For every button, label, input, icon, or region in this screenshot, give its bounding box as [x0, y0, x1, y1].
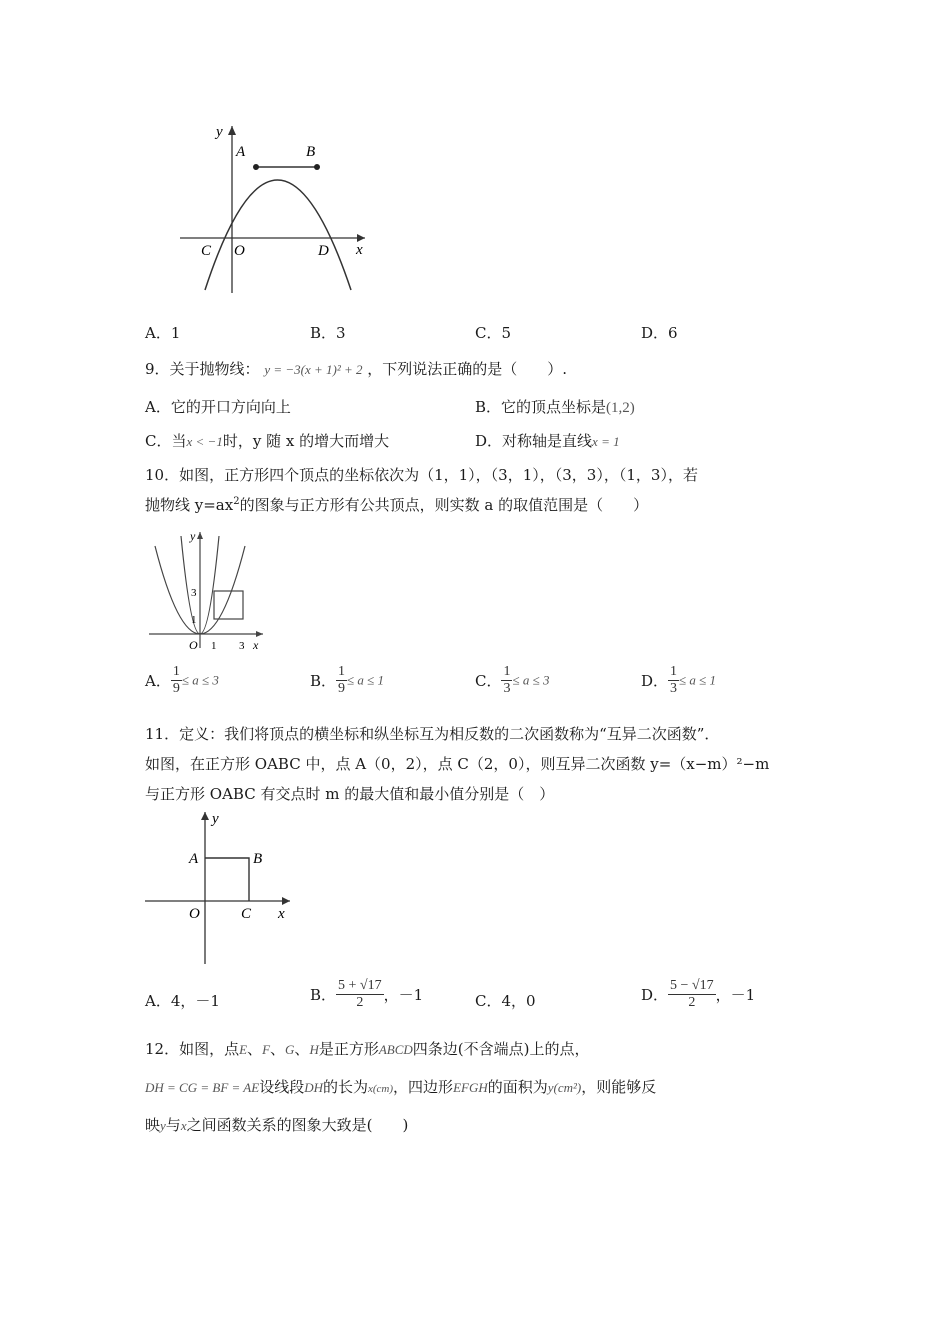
q12-l2-dh: DH: [304, 1080, 323, 1095]
q8-label-c: C: [201, 243, 212, 259]
q8-point-b: [314, 164, 320, 170]
q12-l1-sep2: 、: [270, 1040, 286, 1058]
q12-l1-sep1: 、: [247, 1040, 263, 1058]
q12-l1-a: 12．如图，点: [145, 1040, 240, 1058]
q9-option-c[interactable]: [145, 430, 389, 451]
q12-l2-eq: DH = CG = BF = AE: [145, 1080, 260, 1095]
q9-option-b-math: (1,2): [606, 400, 635, 416]
q9-option-c-math: x < −1: [186, 434, 223, 449]
q10-option-a-label: A．: [145, 672, 171, 691]
q10-option-d-fraction: [668, 664, 679, 697]
q10-line2-sup: 2: [233, 496, 240, 507]
q8-option-c-label: C．: [475, 324, 502, 342]
q11-option-d-den: 2: [668, 994, 716, 1011]
q9-stem-prefix: 9．关于抛物线：: [145, 360, 260, 378]
q8-option-c-value: 5: [501, 324, 512, 342]
q9-stem: [145, 358, 567, 379]
q11-label-c: C: [241, 906, 252, 922]
q10-option-d-rest: ≤ a ≤ 1: [679, 672, 717, 688]
q10-x-arrow-icon: [256, 631, 263, 637]
q9-option-c-text-after: 时，y 随 x 的增大而增大: [222, 432, 390, 450]
q9-option-d-label: D．: [475, 432, 503, 450]
q12-l1-sep3: 、: [294, 1040, 310, 1058]
q11-option-c-label: C．: [475, 992, 502, 1010]
q8-label-o: O: [234, 243, 245, 259]
q12-l2-b: 的长为: [322, 1078, 368, 1096]
q11-option-a-text: 4，－1: [170, 992, 220, 1010]
q11-label-x: x: [278, 906, 285, 922]
q11-label-a: A: [189, 851, 199, 867]
q12-l1-c: 四条边(不含端点)上的点，: [412, 1040, 590, 1058]
q8-label-x: x: [356, 242, 363, 258]
q12-stem-line1: [145, 1038, 590, 1059]
q8-point-a: [253, 164, 259, 170]
q10-option-b-label: B．: [310, 672, 337, 691]
q10-tick-x3: 3: [239, 640, 245, 652]
q10-line2-post: 的图象与正方形有公共顶点，则实数 a 的取值范围是（ ）: [239, 496, 649, 514]
q10-option-a-den: 9: [172, 681, 180, 697]
q9-formula: y = −3(x + 1)² + 2: [264, 362, 363, 377]
q12-l1-g: G: [285, 1042, 295, 1057]
q10-option-d-num: 1: [670, 664, 678, 679]
q12-l2-efgh: EFGH: [453, 1080, 488, 1095]
q9-option-a-label: A．: [145, 398, 171, 416]
q12-l1-f: F: [262, 1042, 271, 1057]
q11-y-arrow-icon: [201, 812, 209, 820]
q8-option-a-label: A．: [145, 324, 171, 342]
q10-y-arrow-icon: [197, 532, 203, 539]
q10-option-c-den: 3: [503, 681, 511, 697]
q9-option-d[interactable]: [475, 430, 620, 451]
q8-x-arrow-icon: [357, 234, 365, 242]
q10-option-d-label: D．: [641, 672, 669, 691]
q11-option-d-rest: ，－1: [715, 986, 756, 1005]
q8-option-b-value: 3: [336, 324, 346, 342]
q8-option-b[interactable]: [310, 322, 346, 343]
q11-label-y: y: [212, 811, 219, 827]
q10-option-c-fraction: [501, 664, 512, 697]
q11-option-d[interactable]: [641, 978, 755, 1011]
q12-l1-e: E: [239, 1042, 248, 1057]
q10-tick-y3: 3: [191, 587, 197, 599]
q11-option-b-den: 2: [336, 994, 384, 1011]
q9-option-c-label: C．: [145, 432, 172, 450]
q11-stem-line1: 11．定义：我们将顶点的横坐标和纵坐标互为相反数的二次函数称为“互异二次函数”．: [145, 725, 720, 743]
q10-option-b-fraction: [336, 664, 347, 697]
q8-label-d: D: [318, 243, 329, 259]
q10-label-y: y: [190, 529, 196, 543]
q12-l3-y: y: [160, 1118, 166, 1133]
q10-option-c-rest: ≤ a ≤ 3: [512, 672, 550, 688]
q10-option-d-den: 3: [670, 681, 678, 697]
q11-option-b-rest: ，－1: [383, 986, 424, 1005]
q11-label-o: O: [189, 906, 200, 922]
q11-option-d-num: 5 − √17: [670, 978, 714, 993]
q10-tick-y1: 1: [191, 614, 197, 626]
q10-figure: [145, 528, 270, 653]
q11-option-a-label: A．: [145, 992, 171, 1010]
q12-l2-a: 设线段: [259, 1078, 305, 1096]
q12-l3-c: 之间函数关系的图象大致是( ): [186, 1116, 409, 1134]
q11-label-b: B: [253, 851, 263, 867]
q8-option-d[interactable]: [641, 322, 678, 343]
q11-option-c[interactable]: [475, 990, 536, 1011]
q12-l2-d: 的面积为: [487, 1078, 548, 1096]
q8-label-a: A: [236, 144, 246, 160]
q11-option-c-text: 4，0: [501, 992, 536, 1010]
q8-figure: [170, 118, 370, 298]
q9-option-b[interactable]: [475, 396, 635, 417]
q10-option-a[interactable]: [145, 664, 219, 697]
q10-option-a-fraction: [171, 664, 182, 697]
q12-stem-line2: [145, 1076, 656, 1097]
q12-l3-x: x: [180, 1118, 187, 1133]
q8-option-b-label: B．: [310, 324, 337, 342]
q9-option-b-label: B．: [475, 398, 502, 416]
q8-option-a-value: 1: [170, 324, 181, 342]
q9-stem-suffix: ，下列说法正确的是（ ）.: [367, 360, 568, 378]
q10-square: [214, 591, 243, 619]
q11-option-a[interactable]: [145, 990, 220, 1011]
q12-l1-h: H: [309, 1042, 319, 1057]
q11-option-b-label: B．: [310, 986, 337, 1005]
q8-option-d-label: D．: [641, 324, 669, 342]
q9-option-c-text-before: 当: [171, 432, 187, 450]
q11-stem-line2: 如图，在正方形 OABC 中，点 A（0，2），点 C（2，0），则互异二次函数 y=（x−m）²−m: [145, 755, 770, 773]
q8-label-y: y: [216, 124, 223, 140]
q11-option-d-fraction: [668, 978, 716, 1011]
q10-option-c-label: C．: [475, 672, 502, 691]
q11-square: [205, 858, 249, 901]
q10-option-a-num: 1: [172, 664, 180, 679]
q10-option-d[interactable]: [641, 664, 716, 697]
q10-label-x: x: [253, 638, 259, 652]
q12-l3-a: 映: [145, 1116, 161, 1134]
q12-l1-abcd: ABCD: [378, 1042, 413, 1057]
q11-option-b-num: 5 + √17: [338, 978, 382, 993]
q10-option-c-num: 1: [503, 664, 511, 679]
q12-stem-line3: [145, 1114, 408, 1135]
q12-l2-e: ，则能够反: [581, 1078, 657, 1096]
q10-label-o: O: [189, 638, 198, 652]
q11-option-b[interactable]: [310, 978, 423, 1011]
q10-option-a-rest: ≤ a ≤ 3: [181, 672, 219, 688]
q9-option-a-text: 它的开口方向向上: [170, 398, 291, 416]
q10-stem-line1: 10．如图，正方形四个顶点的坐标依次为（1，1），（3，1），（3，3），（1，3），若: [145, 466, 698, 484]
q12-l2-c: ，四边形: [393, 1078, 454, 1096]
q10-option-c[interactable]: [475, 664, 550, 697]
q10-option-b-num: 1: [338, 664, 346, 679]
q12-l2-x: x(cm): [368, 1083, 394, 1095]
q9-option-d-text: 对称轴是直线: [502, 432, 593, 450]
q9-option-a[interactable]: [145, 396, 291, 417]
q12-l2-y: y(cm²): [547, 1080, 582, 1095]
q12-l1-b: 是正方形: [318, 1040, 379, 1058]
q10-option-b-den: 9: [338, 681, 346, 697]
q9-option-d-math: x = 1: [592, 434, 620, 449]
q11-stem-line3: 与正方形 OABC 有交点时 m 的最大值和最小值分别是（ ）: [145, 785, 555, 803]
q8-label-b: B: [306, 144, 316, 160]
q10-stem-line2: [145, 494, 648, 515]
q10-option-b-rest: ≤ a ≤ 1: [347, 672, 385, 688]
q8-option-a[interactable]: [145, 322, 180, 343]
q12-l3-b: 与: [165, 1116, 181, 1134]
q11-option-b-fraction: [336, 978, 384, 1011]
q11-x-arrow-icon: [282, 897, 290, 905]
q8-option-c[interactable]: [475, 322, 511, 343]
q10-tick-x1: 1: [211, 640, 217, 652]
q10-option-b[interactable]: [310, 664, 384, 697]
q11-option-d-label: D．: [641, 986, 669, 1005]
q8-y-arrow-icon: [228, 126, 236, 135]
q8-option-d-value: 6: [668, 324, 678, 342]
q8-parabola: [205, 180, 351, 290]
q10-line2-pre: 抛物线 y=ax: [145, 496, 234, 514]
q9-option-b-text: 它的顶点坐标是: [501, 398, 607, 416]
q11-figure: [140, 808, 300, 968]
